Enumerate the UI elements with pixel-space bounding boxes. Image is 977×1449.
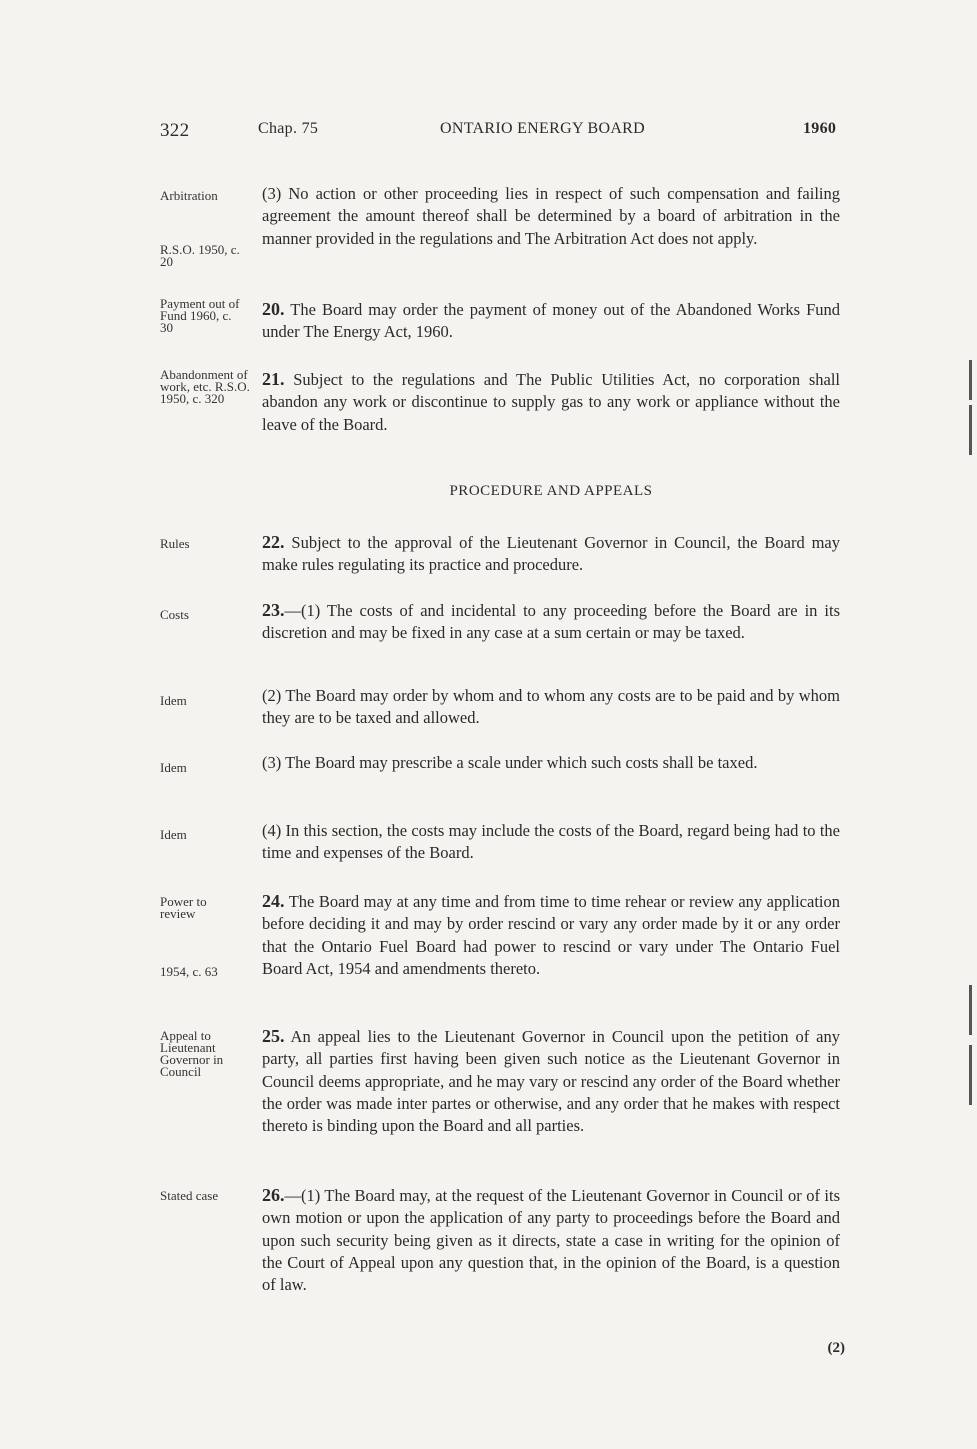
section-22-text: Subject to the approval of the Lieutenant Governor in Council, the Board may make rules regulating its practice and procedure. <box>262 533 840 575</box>
margin-note-costs: Costs <box>160 607 189 622</box>
margin-note-idem-3: Idem <box>160 827 187 842</box>
section-20-text: The Board may order the payment of money out of the Abandoned Works Fund under The Energy Act, 1960. <box>262 300 841 342</box>
section-25-number: 25. <box>262 1026 285 1046</box>
margin-note-power-to-review: Power to review <box>160 894 207 921</box>
scan-mark-3 <box>969 985 972 1035</box>
margin-note-arbitration: Arbitration <box>160 188 218 203</box>
section-24-text: The Board may at any time and from time to time rehear or review any application before deciding it and may by order rescind or vary any order made by it or any order that the Ontario Fuel Board had power to rescind or vary under The Ontario Fuel Board Act, 1954 and amendments thereto. <box>262 892 840 978</box>
margin-note-rso-c20: R.S.O. 1950, c. 20 <box>160 242 240 269</box>
signature-mark: (2) <box>827 1340 845 1356</box>
scan-mark-4 <box>969 1045 972 1105</box>
section-23-1-text: —(1) The costs of and incidental to any proceeding before the Board are in its discretion and may be fixed in any case at a sum certain or may be taxed. <box>262 601 840 643</box>
chapter-label: Chap. 75 <box>258 120 319 137</box>
section-26-1 <box>262 1184 840 1296</box>
section-22 <box>262 531 840 577</box>
margin-note-appeal: Appeal to Lieutenant Governor in Council <box>160 1028 224 1079</box>
section-20 <box>262 298 840 344</box>
section-22-number: 22. <box>262 532 285 552</box>
margin-note-stated-case: Stated case <box>160 1188 219 1203</box>
section-25-text: An appeal lies to the Lieutenant Governor in Council upon the petition of any party, all parties first having been given such notice as the Lieutenant Governor in Council deems appropriate, and he may vary or rescind any order of the Board whether the order was made inter partes or otherwise, and any order that he makes with respect thereto is binding upon the Board and all parties. <box>262 1027 841 1136</box>
margin-note-rules: Rules <box>160 536 190 551</box>
section-24 <box>262 890 840 980</box>
section-23-1 <box>262 599 840 645</box>
scan-mark-2 <box>969 405 972 455</box>
section-23-number: 23. <box>262 600 285 620</box>
section-21-text: Subject to the regulations and The Public Utilities Act, no corporation shall abandon any work or discontinue to supply gas to any work or appliance without the leave of the Board. <box>262 370 840 434</box>
section-20-number: 20. <box>262 299 285 319</box>
scan-mark-1 <box>969 360 972 400</box>
section-heading: PROCEDURE AND APPEALS <box>449 483 653 499</box>
year: 1960 <box>803 120 837 137</box>
margin-note-payment: Payment out of Fund 1960, c. 30 <box>160 296 240 335</box>
section-23-4: (4) In this section, the costs may include the costs of the Board, regard being had to the time and expenses of the Board. <box>262 821 840 863</box>
running-title: ONTARIO ENERGY BOARD <box>440 120 646 137</box>
margin-note-idem-1: Idem <box>160 693 187 708</box>
section-26-number: 26. <box>262 1185 285 1205</box>
margin-note-abandonment: Abandonment of work, etc. R.S.O. 1950, c. 320 <box>160 367 250 406</box>
section-23-2: (2) The Board may order by whom and to whom any costs are to be paid and by whom they are to be taxed and allowed. <box>262 686 840 728</box>
margin-note-idem-2: Idem <box>160 760 187 775</box>
section-19-3: (3) No action or other proceeding lies in respect of such compensation and failing agreement the amount thereof shall be determined by a board of arbitration in the manner provided in the regulations and The Arbitration Act does not apply. <box>262 184 840 248</box>
section-21-number: 21. <box>262 369 285 389</box>
section-21 <box>262 368 840 436</box>
margin-note-1954-c63: 1954, c. 63 <box>160 964 218 979</box>
section-25 <box>262 1025 840 1137</box>
section-23-3: (3) The Board may prescribe a scale under which such costs shall be taxed. <box>262 753 758 772</box>
section-24-number: 24. <box>262 891 285 911</box>
page-number: 322 <box>160 120 190 141</box>
section-26-1-text: —(1) The Board may, at the request of the Lieutenant Governor in Council or of its own motion or upon the application of any party to proceedings before the Board and upon such security being given as it directs, state a case in writing for the opinion of the Court of Appeal upon any question that, in the opinion of the Board, is a question of law. <box>262 1186 840 1295</box>
